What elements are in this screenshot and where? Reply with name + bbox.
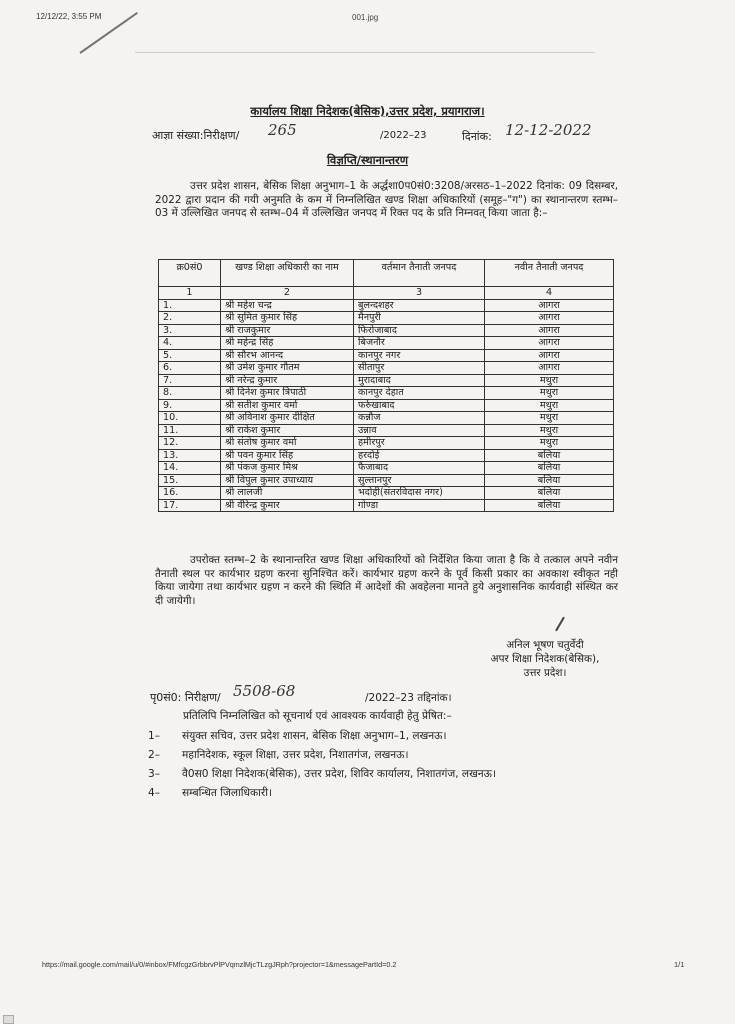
table-row	[159, 462, 614, 475]
intro-paragraph: उत्तर प्रदेश शासन, बेसिक शिक्षा अनुभाग–1 के अर्द्धशा0प0सं0:3208/अरसठ–1–2022 दिनांक: 09 दिसम्बर, 2022 द्वारा प्रदान की गयी अनुमति के कम में निम्नलिखित खण्ड शिक्षा अधिकारियों (समूह–"ग") का स्थानान्तरण स्तम्भ–03 में उल्लिखित जनपद से स्तम्भ–04 में उल्लिखित जनपद में रिक्त पद के प्रति निम्नवत् किया जाता है:–	[155, 180, 618, 219]
column-number: 1	[159, 287, 221, 300]
cell-officer-name: श्री उमेश कुमार गौतम	[220, 362, 353, 375]
copy-ref-year: /2022–23 तद्दिनांक।	[365, 692, 452, 704]
cell-new-district: आगरा	[485, 324, 614, 337]
table-row	[159, 449, 614, 462]
cell-current-district: मुरादाबाद	[354, 374, 485, 387]
print-footer-url: https://mail.google.com/mail/u/0/#inbox/FMfcgzGrbbrvPlPVqmzlMjcTLzgJRph?projector=1&messagePartId=0.2	[42, 960, 397, 969]
cell-new-district: बलिया	[485, 462, 614, 475]
cell-current-district: हमीरपुर	[354, 437, 485, 450]
column-number-row	[159, 287, 614, 300]
subject-heading: विज्ञप्ति/स्थानान्तरण	[326, 153, 409, 167]
cell-new-district: बलिया	[485, 499, 614, 512]
cell-new-district: मथुरा	[485, 437, 614, 450]
table-row	[159, 499, 614, 512]
cell-serial: 9.	[159, 399, 221, 412]
cell-serial: 2.	[159, 312, 221, 325]
scan-corner-icon	[3, 1015, 14, 1024]
cell-serial: 3.	[159, 324, 221, 337]
table-row	[159, 312, 614, 325]
table-row	[159, 387, 614, 400]
cell-serial: 17.	[159, 499, 221, 512]
transfer-table	[158, 259, 614, 512]
print-filename: 001.jpg	[352, 13, 379, 22]
cell-serial: 1.	[159, 299, 221, 312]
cell-new-district: मथुरा	[485, 412, 614, 425]
cell-serial: 7.	[159, 374, 221, 387]
order-year: /2022–23	[380, 130, 427, 141]
cell-current-district: मैनपुरी	[354, 312, 485, 325]
cell-new-district: मथुरा	[485, 387, 614, 400]
order-number: 265	[268, 121, 297, 139]
cell-current-district: गोण्डा	[354, 499, 485, 512]
cell-serial: 13.	[159, 449, 221, 462]
cell-new-district: मथुरा	[485, 399, 614, 412]
copy-recipients-list	[148, 727, 496, 803]
column-number: 3	[354, 287, 485, 300]
cell-current-district: हरदोई	[354, 449, 485, 462]
cell-serial: 8.	[159, 387, 221, 400]
copy-ref-label: पृ0सं0: निरीक्षण/	[150, 691, 221, 704]
cell-current-district: भदोही(संतरविदास नगर)	[354, 487, 485, 500]
cell-current-district: सुल्तानपुर	[354, 474, 485, 487]
order-date: 12-12-2022	[505, 121, 592, 139]
cell-serial: 15.	[159, 474, 221, 487]
signature-block	[475, 638, 615, 680]
order-number-label: आज्ञा संख्या:निरीक्षण/	[152, 129, 240, 142]
cell-officer-name: श्री पंकज कुमार मिश्र	[220, 462, 353, 475]
cell-serial: 10.	[159, 412, 221, 425]
header-officer-name: खण्ड शिक्षा अधिकारी का नाम	[220, 260, 353, 287]
cell-officer-name: श्री सुमित कुमार सिंह	[220, 312, 353, 325]
cell-new-district: आगरा	[485, 312, 614, 325]
cell-officer-name: श्री वीरेन्द्र कुमार	[220, 499, 353, 512]
cell-officer-name: श्री संतोष कुमार वर्मा	[220, 437, 353, 450]
cell-officer-name: श्री नरेन्द्र कुमार	[220, 374, 353, 387]
table-row	[159, 474, 614, 487]
office-heading: कार्यालय शिक्षा निदेशक(बेसिक),उत्तर प्रदेश, प्रयागराज।	[250, 104, 485, 118]
table-row	[159, 412, 614, 425]
print-datetime: 12/12/22, 3:55 PM	[36, 12, 102, 21]
cell-officer-name: श्री पवन कुमार सिंह	[220, 449, 353, 462]
cell-officer-name: श्री महेश चन्द्र	[220, 299, 353, 312]
cell-current-district: फिरोजाबाद	[354, 324, 485, 337]
cell-new-district: बलिया	[485, 487, 614, 500]
table-row	[159, 337, 614, 350]
cell-current-district: सीतापुर	[354, 362, 485, 375]
column-number: 4	[485, 287, 614, 300]
cell-new-district: आगरा	[485, 362, 614, 375]
cell-officer-name: श्री सौरभ आनन्द	[220, 349, 353, 362]
cell-current-district: कन्नौज	[354, 412, 485, 425]
cell-officer-name: श्री राकेश कुमार	[220, 424, 353, 437]
instruction-paragraph: उपरोक्त स्तम्भ–2 के स्थानान्तरित खण्ड शिक्षा अधिकारियों को निर्देशित किया जाता है कि वे तत्काल अपने नवीन तैनाती स्थल पर कार्यभार ग्रहण करना सुनिश्चित करें। कार्यभार ग्रहण करने के पूर्व किसी प्रकार का अवकाश स्वीकृत नही किया जायेगा तथा कार्यभार ग्रहण न करने की स्थिति में आदेशों की अवहेलना मानते हुये अनुशासनिक कार्यवाही संस्थित कर दी जायेगी।	[155, 554, 618, 607]
cell-new-district: आगरा	[485, 349, 614, 362]
table-row	[159, 299, 614, 312]
list-item: 3– वै0स0 शिक्षा निदेशक(बेसिक), उत्तर प्रदेश, शिविर कार्यालय, निशातगंज, लखनऊ।	[148, 768, 496, 780]
list-item: 2– महानिदेशक, स्कूल शिक्षा, उत्तर प्रदेश, निशातगंज, लखनऊ।	[148, 749, 409, 761]
table-header-row	[159, 260, 614, 287]
cell-serial: 12.	[159, 437, 221, 450]
signatory-designation: अपर शिक्षा निदेशक(बेसिक),	[490, 653, 600, 665]
print-page-number: 1/1	[674, 960, 685, 969]
cell-new-district: आगरा	[485, 337, 614, 350]
cell-serial: 6.	[159, 362, 221, 375]
signature-mark-icon	[555, 617, 565, 632]
list-item: 1– संयुक्त सचिव, उत्तर प्रदेश शासन, बेसिक शिक्षा अनुभाग–1, लखनऊ।	[148, 730, 447, 742]
cell-officer-name: श्री विपुल कुमार उपाध्याय	[220, 474, 353, 487]
cell-current-district: कानपुर नगर	[354, 349, 485, 362]
order-date-label: दिनांक:	[462, 130, 492, 143]
cell-serial: 11.	[159, 424, 221, 437]
cell-serial: 5.	[159, 349, 221, 362]
list-item: 4– सम्बन्धित जिलाधिकारी।	[148, 787, 273, 799]
table-row	[159, 399, 614, 412]
header-current-district: वर्तमान तैनाती जनपद	[354, 260, 485, 287]
header-serial: क्र0सं0	[159, 260, 221, 287]
cell-current-district: उन्नाव	[354, 424, 485, 437]
table-row	[159, 349, 614, 362]
header-new-district: नवीन तैनाती जनपद	[485, 260, 614, 287]
cell-new-district: बलिया	[485, 474, 614, 487]
signatory-name: अनिल भूषण चतुर्वेदी	[506, 639, 584, 651]
copy-intro: प्रतिलिपि निम्नलिखित को सूचनार्थ एवं आवश्यक कार्यवाही हेतु प्रेषित:–	[183, 710, 452, 722]
table-row	[159, 374, 614, 387]
cell-officer-name: श्री अविनाश कुमार दीक्षित	[220, 412, 353, 425]
cell-new-district: मथुरा	[485, 374, 614, 387]
table-row	[159, 437, 614, 450]
cell-current-district: बुलन्दशहर	[354, 299, 485, 312]
cell-current-district: फर्रुखाबाद	[354, 399, 485, 412]
cell-serial: 4.	[159, 337, 221, 350]
cell-new-district: मथुरा	[485, 424, 614, 437]
cell-officer-name: श्री लालजी	[220, 487, 353, 500]
scan-edge-line	[135, 52, 595, 53]
table-row	[159, 487, 614, 500]
cell-current-district: बिजनौर	[354, 337, 485, 350]
cell-officer-name: श्री सतीश कुमार वर्मा	[220, 399, 353, 412]
cell-officer-name: श्री राजकुमार	[220, 324, 353, 337]
cell-new-district: आगरा	[485, 299, 614, 312]
cell-serial: 16.	[159, 487, 221, 500]
table-row	[159, 362, 614, 375]
table-row	[159, 424, 614, 437]
cell-current-district: फैजाबाद	[354, 462, 485, 475]
cell-officer-name: श्री महेन्द्र सिंह	[220, 337, 353, 350]
column-number: 2	[220, 287, 353, 300]
cell-new-district: बलिया	[485, 449, 614, 462]
signatory-location: उत्तर प्रदेश।	[523, 667, 567, 679]
cell-officer-name: श्री दिनेश कुमार त्रिपाठी	[220, 387, 353, 400]
table-row	[159, 324, 614, 337]
cell-serial: 14.	[159, 462, 221, 475]
copy-ref-number: 5508-68	[233, 682, 296, 700]
cell-current-district: कानपुर देहात	[354, 387, 485, 400]
